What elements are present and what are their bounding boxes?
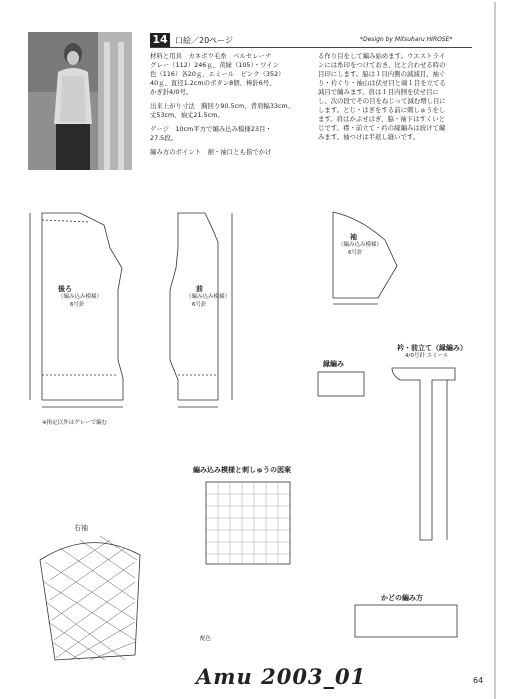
- instruction-line-8: ます。肩はかぶせはぎ、脇・袖下はすくいと: [318, 115, 446, 123]
- design-credit: *Design by Mitsuharu HIROSE*: [360, 36, 453, 43]
- instruction-line-3: 目印にします。脇は１目内側の減減目、袖ぐ: [318, 70, 446, 78]
- materials-line-4: 40ｇ、直径1.2cmのボタン8個、棒針6号、: [150, 79, 276, 87]
- magazine-watermark: Amu 2003_01: [196, 664, 367, 689]
- instruction-line-5: 減目で編みます。肩は１目内側を伏せ目に: [318, 88, 439, 96]
- instruction-line-6: し、次の段でその目をねじって減む増し目に: [318, 97, 446, 105]
- instruction-line-7: します。とじ・はぎをする前に刺しゅうをし: [318, 106, 446, 114]
- corner-chart: [355, 605, 457, 637]
- instruction-line-2: ンには糸印をつけておき、比と合わせる時の: [318, 61, 446, 69]
- right-sleeve-outline: [40, 543, 140, 660]
- instruction-line-10: みます。袖つけは半返し縫いです。: [318, 133, 420, 141]
- edging-chart: [318, 372, 364, 396]
- pattern-number: 14: [150, 33, 170, 47]
- gauge-line-2: 27.5段。: [150, 134, 178, 142]
- colorwork-chart: [206, 482, 290, 564]
- color-note: ※指定以外はグレーで編む: [42, 420, 108, 426]
- collar-needle: 4/0号針 エミール: [405, 353, 449, 359]
- collar-outline: [392, 368, 455, 540]
- instruction-line-9: じです。襟・前立て・衿の縁編みは続けて編: [318, 124, 446, 132]
- materials-line-1: 材料と用具 カネボウ毛糸 ベルセレーナ: [150, 52, 272, 60]
- front-needle: 6号針: [192, 302, 207, 308]
- back-needle: 6号針: [70, 302, 85, 308]
- points-line: 編み方のポイント 裾・袖口とも指でかけ: [150, 148, 272, 156]
- page-number: 64: [473, 676, 484, 685]
- edging-title: 縁編み: [323, 360, 344, 368]
- instruction-line-1: る作り目をして編み始めます。ウエストライ: [318, 52, 446, 60]
- instruction-line-4: り・衿ぐり・袖山は伏せ目と端１目を立てる: [318, 79, 446, 87]
- sleeve-title: 袖: [350, 233, 357, 241]
- pattern-title: 編み込み模様と刺しゅうの図案: [193, 466, 291, 474]
- size-line-1: 出来上がり寸法 胸回り90.5cm、背肩幅33cm、: [150, 102, 295, 110]
- page-reference: 口絵／20ページ: [175, 36, 234, 45]
- materials-line-2: グレー（112）246ｇ、黄緑（105）・ワイン: [150, 61, 280, 69]
- sleeve-needle: 6号針: [348, 250, 363, 256]
- right-sleeve-title: 右袖: [74, 524, 88, 532]
- back-title: 後ろ: [58, 285, 72, 293]
- front-subtitle: （編み込み模様）: [186, 294, 231, 300]
- corner-title: かどの編み方: [381, 594, 423, 602]
- materials-line-3: 色（116）各20ｇ、エミール ピンク（352）: [150, 70, 285, 78]
- sleeve-subtitle: （編み込み模様）: [338, 242, 383, 248]
- size-line-2: 丈53cm、袖丈21.5cm。: [150, 111, 224, 119]
- front-title: 前: [196, 285, 203, 293]
- sleeve-outline: [333, 212, 397, 298]
- pattern-legend-title: 配色: [200, 636, 212, 642]
- collar-title: 衿・前立て（縁編み）: [397, 344, 467, 352]
- materials-line-5: かぎ針4/0号。: [150, 88, 193, 96]
- gauge-line-1: ゲージ 10cm平方で編み込み模様23目・: [150, 125, 272, 133]
- back-subtitle: （編み込み模様）: [58, 294, 103, 300]
